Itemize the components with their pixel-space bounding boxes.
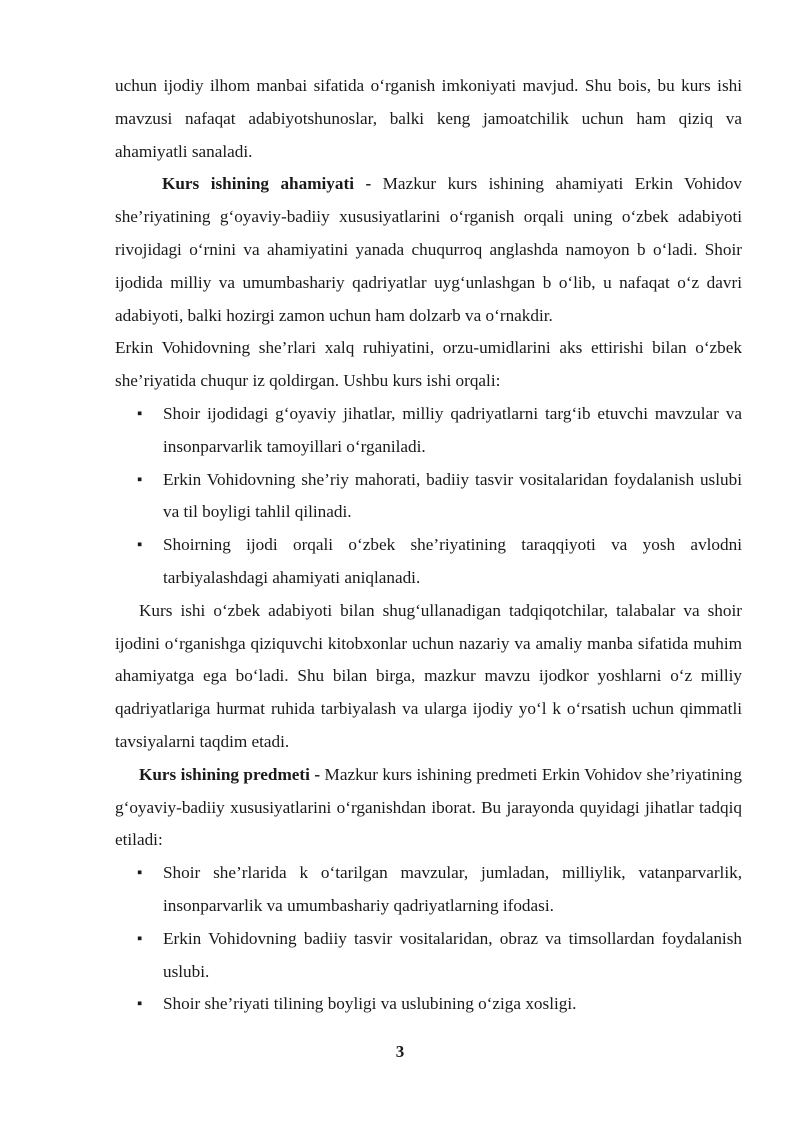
list-item: ▪ Erkin Vohidovning she’riy mahorati, badiiy tasvir vositalaridan foydalanish uslubi va til boyligi tahlil qilinadi. [115, 464, 742, 530]
bullet-icon: ▪ [137, 537, 143, 554]
list-item: ▪ Shoir she’riyati tilining boyligi va uslubining o‘ziga xosligi. [115, 988, 742, 1021]
ahamiyati-heading: Kurs ishining ahamiyati - [162, 174, 372, 194]
intro-paragraph: uchun ijodiy ilhom manbai sifatida o‘rganish imkoniyati mavjud. Shu bois, bu kurs ishi mavzusi nafaqat adabiyotshunoslar, balki keng jamoatchilik uchun ham qiziq va ahamiyatli sanaladi. [115, 76, 742, 161]
list-item: ▪ Erkin Vohidovning badiiy tasvir vositalaridan, obraz va timsollardan foydalanish uslubi. [115, 923, 742, 989]
page-content [115, 70, 742, 1021]
bullet-icon: ▪ [137, 471, 143, 488]
predmeti-text: Mazkur kurs ishining predmeti Erkin Vohidov she’riyatining g‘oyaviy-badiiy xususiyatlarini o‘rganishdan iborat. Bu jarayonda quyidagi jihatlar tadqiq etiladi: [115, 764, 742, 850]
page-number: 3 [395, 1042, 405, 1061]
list-item: ▪ Shoirning ijodi orqali o‘zbek she’riyatining taraqqiyoti va yosh avlodni tarbiyalashdagi ahamiyati aniqlanadi. [115, 529, 742, 595]
list-item: ▪ Shoir ijodidagi g‘oyaviy jihatlar, milliy qadriyatlarni targ‘ib etuvchi mavzular va insonparvarlik tamoyillari o‘rganiladi. [115, 398, 742, 464]
bullet-icon: ▪ [137, 865, 143, 882]
bullet-icon: ▪ [137, 405, 143, 422]
list-item: ▪ Shoir she’rlarida k o‘tarilgan mavzular, jumladan, milliylik, vatanparvarlik, insonparvarlik va umumbashariy qadriyatlarning ifodasi. [115, 857, 742, 923]
bullet-icon: ▪ [137, 996, 143, 1013]
ahamiyati-closing-paragraph: Kurs ishi o‘zbek adabiyoti bilan shug‘ullanadigan tadqiqotchilar, talabalar va shoir ijodini o‘rganishga qiziquvchi kitobxonlar uchun nazariy va amaliy manba sifatida muhim ahamiyatga ega bo‘ladi. Shu bilan birga, mazkur mavzu ijodkor yoshlarni o‘z milliy qadriyatlariga hurmat ruhida tarbiyalash va ularga ijodiy yo‘l k o‘rsatish uchun qimmatli tavsiyalarni taqdim etadi. [115, 600, 742, 751]
ahamiyati-text: Mazkur kurs ishining ahamiyati Erkin Vohidov she’riyatining g‘oyaviy-badiiy xususiyatlarini o‘rganish orqali uning o‘zbek adabiyoti rivojidagi o‘rnini va ahamiyatini yanada chuqurroq anglashda namoyon b o‘ladi. Shoir ijodida milliy va umumbashariy qadriyatlar uyg‘unlashgan b o‘lib, u nafaqat o‘z davri adabiyoti, balki hozirgi zamon uchun ham dolzarb va o‘rnakdir. [115, 174, 743, 325]
bullet-icon: ▪ [137, 930, 143, 947]
ahamiyati-paragraph-2: Erkin Vohidovning she’rlari xalq ruhiyatini, orzu-umidlarini aks ettirishi bilan o‘zbek she’riyatida chuqur iz qoldirgan. Ushbu kurs ishi orqali: [115, 338, 742, 391]
ahamiyati-bullet-list [115, 398, 742, 595]
predmeti-paragraph [115, 759, 742, 857]
predmeti-heading: Kurs ishining predmeti - [139, 764, 321, 784]
predmeti-bullet-list [115, 857, 742, 1021]
ahamiyati-paragraph [115, 168, 742, 332]
